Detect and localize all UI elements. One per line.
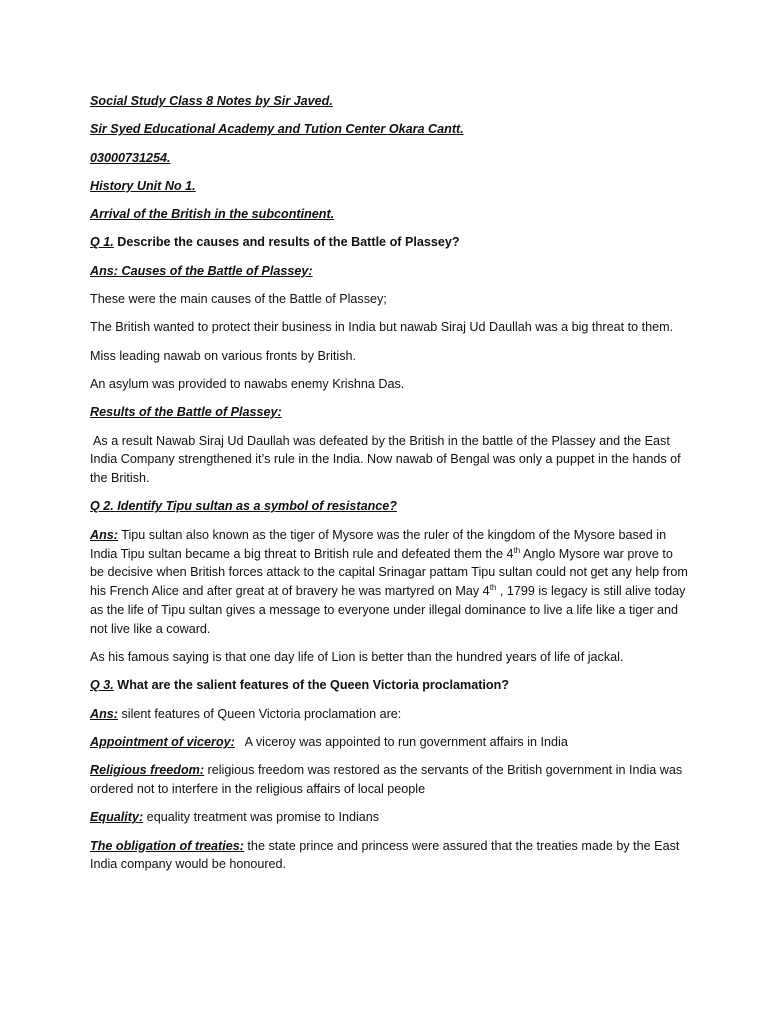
answer-3-intro xyxy=(90,705,688,724)
answer-1-paragraph: The British wanted to protect their business in India but nawab Siraj Ud Daullah was a big threat to them. xyxy=(90,320,674,335)
academy-name-text: Sir Syed Educational Academy and Tution Center Okara Cantt. xyxy=(90,122,464,137)
feature-religious-freedom-label: Religious freedom: xyxy=(90,763,205,778)
question-2 xyxy=(90,497,688,516)
question-2-text: Q 2. Identify Tipu sultan as a symbol of resistance? xyxy=(90,499,397,514)
phone-number-text: 03000731254. xyxy=(90,150,171,165)
phone-number xyxy=(90,149,688,168)
feature-viceroy-text: A viceroy was appointed to run government affairs in India xyxy=(234,734,568,749)
question-3-number: Q 3. xyxy=(90,678,114,693)
answer-2-label: Ans: xyxy=(90,527,118,542)
answer-2-text-c: , 1799 is legacy is still alive today as the life of Tipu sultan gives a message to everyone under illegal dominance to live a life like a tiger and not live like a coward. xyxy=(90,584,686,636)
feature-treaties xyxy=(90,837,688,875)
results-heading-text: Results of the Battle of Plassey: xyxy=(90,405,282,420)
feature-equality-label: Equality: xyxy=(90,810,144,825)
famous-saying: As his famous saying is that one day life of Lion is better than the hundred years of life of jackal. xyxy=(90,650,624,665)
superscript-th: th xyxy=(513,545,521,555)
answer-1-heading-text: Ans: Causes of the Battle of Plassey: xyxy=(90,263,313,278)
unit-title-text: History Unit No 1. xyxy=(90,178,196,193)
feature-equality-text: equality treatment was promise to Indians xyxy=(143,810,380,825)
question-1-number: Q 1. xyxy=(90,235,114,250)
feature-treaties-label: The obligation of treaties: xyxy=(90,838,244,853)
answer-3-label: Ans: xyxy=(90,706,118,721)
notes-title xyxy=(90,92,688,111)
feature-religious-freedom-text: religious freedom was restored as the servants of the British government in India was ordered not to interfere in the religious affairs of local people xyxy=(90,763,683,797)
question-3-text: What are the salient features of the Queen Victoria proclamation? xyxy=(113,678,509,693)
answer-2-text-a: Tipu sultan also known as the tiger of Mysore was the ruler of the kingdom of the Mysore based in India Tipu sultan became a big threat to British rule and defeated them the 4 xyxy=(90,527,667,561)
academy-name xyxy=(90,120,688,139)
feature-viceroy xyxy=(90,733,688,752)
answer-1-paragraph: Miss leading nawab on various fronts by British. xyxy=(90,348,356,363)
answer-3-text: silent features of Queen Victoria proclamation are: xyxy=(118,706,402,721)
question-1-text: Describe the causes and results of the Battle of Plassey? xyxy=(113,235,460,250)
superscript-th: th xyxy=(489,582,497,592)
chapter-title xyxy=(90,205,688,224)
results-heading xyxy=(90,403,688,422)
feature-religious-freedom xyxy=(90,761,688,799)
chapter-title-text: Arrival of the British in the subcontinent. xyxy=(90,207,335,222)
question-3 xyxy=(90,676,688,695)
feature-viceroy-label: Appointment of viceroy: xyxy=(90,734,235,749)
answer-1-heading xyxy=(90,262,688,281)
answer-1-paragraph: These were the main causes of the Battle of Plassey; xyxy=(90,292,387,307)
question-1 xyxy=(90,233,688,252)
feature-equality xyxy=(90,808,688,827)
results-paragraph: As a result Nawab Siraj Ud Daullah was defeated by the British in the battle of the Plassey and the East India Company strengthened it’s rule in the India. Now nawab of Bengal was only a puppet in the hands of the British. xyxy=(90,433,681,486)
unit-title xyxy=(90,177,688,196)
answer-2-paragraph xyxy=(90,526,688,639)
feature-treaties-text: the state prince and princess were assured that the treaties made by the East India company would be honoured. xyxy=(90,838,680,872)
notes-title-text: Social Study Class 8 Notes by Sir Javed. xyxy=(90,94,333,108)
answer-1-paragraph: An asylum was provided to nawabs enemy Krishna Das. xyxy=(90,376,405,391)
answer-2-text-b: Anglo Mysore war prove to be decisive when British forces attack to the capital Srinagar pattam Tipu sultan could not get any help from his French Alice and after great at of bravery he was martyred on May 4 xyxy=(90,546,688,599)
